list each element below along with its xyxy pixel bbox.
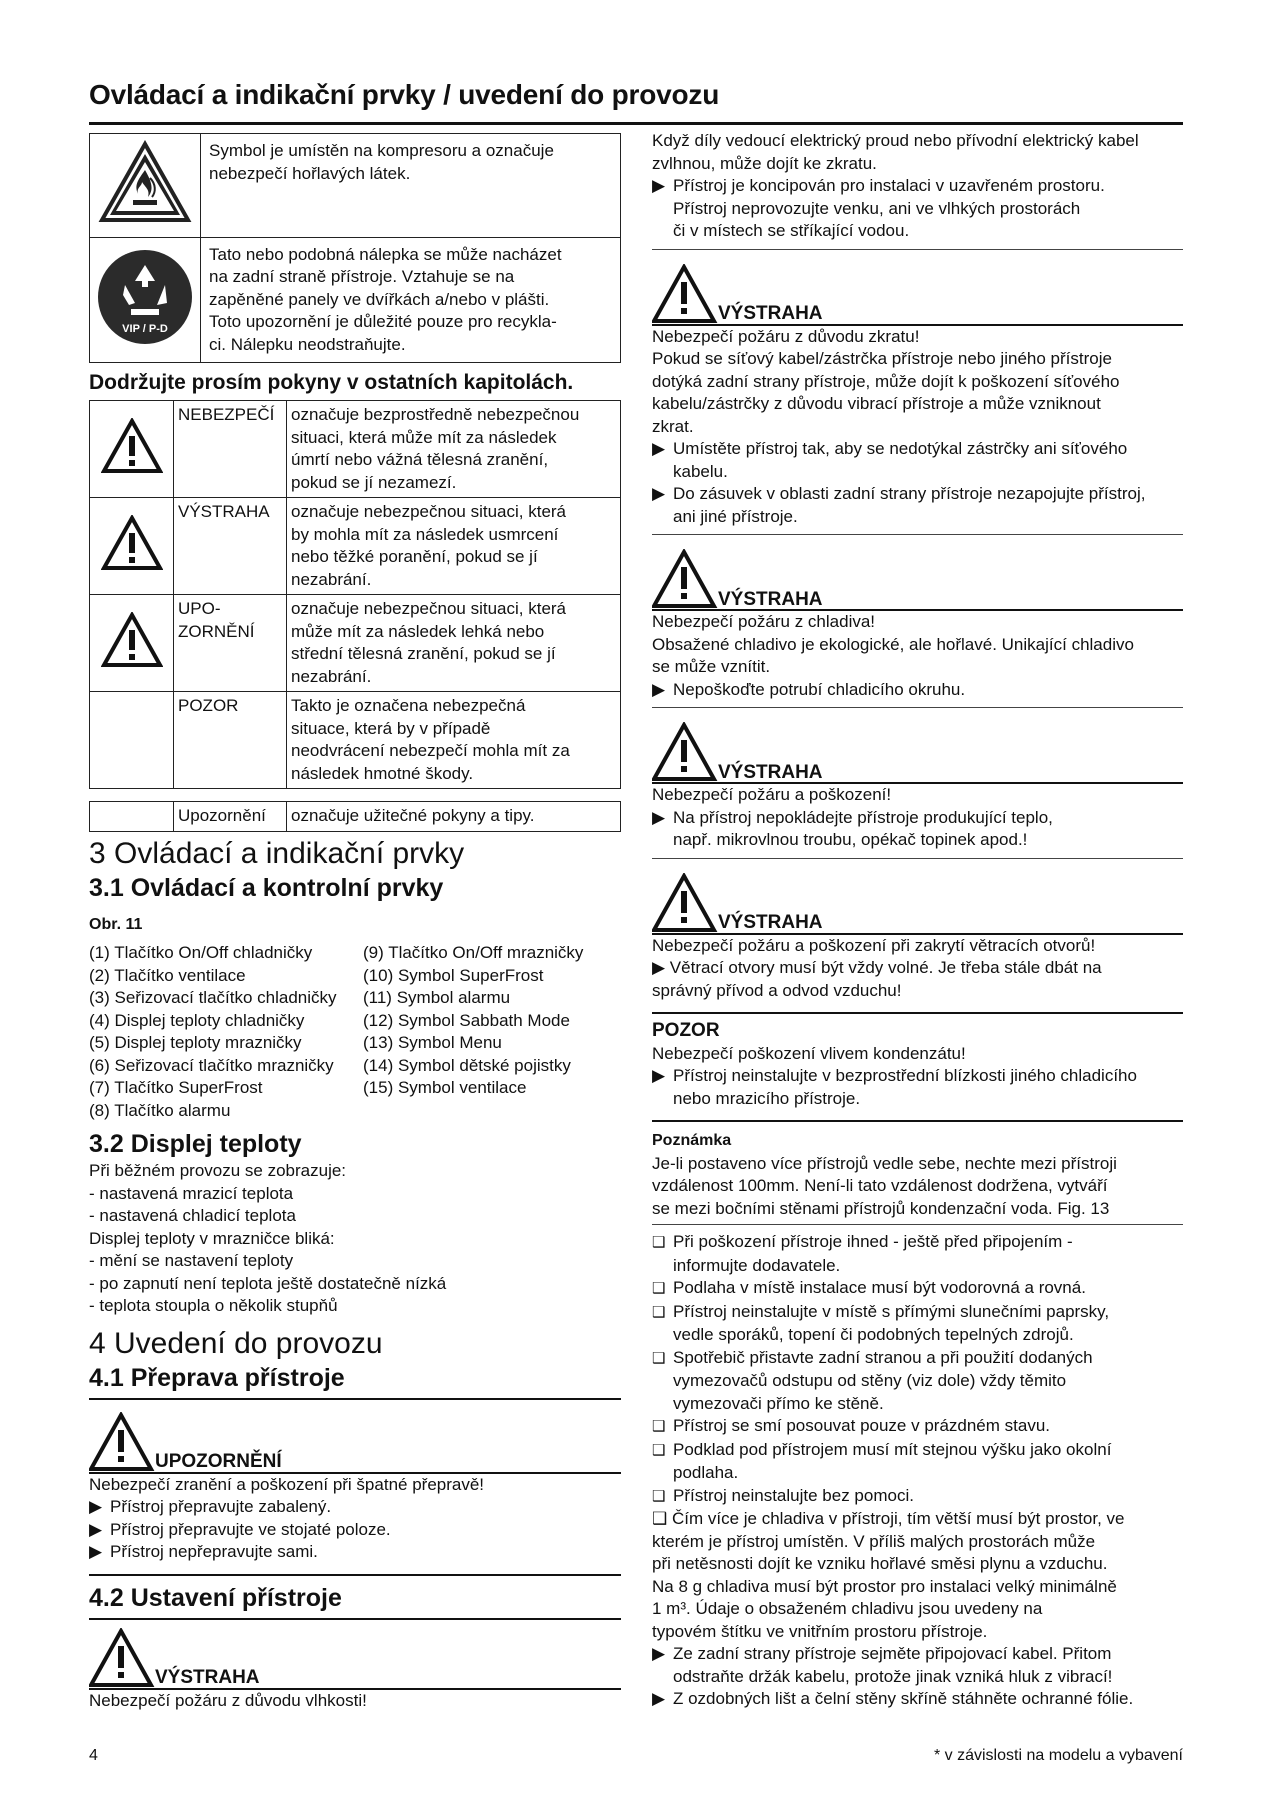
text-line: může mít za následek lehká nebo (291, 621, 545, 641)
signal-label (174, 595, 287, 692)
warning-title: VÝSTRAHA (718, 588, 823, 610)
text-line: Při běžném provozu se zobrazuje: (89, 1161, 347, 1180)
checklist-item (652, 1347, 1183, 1371)
checklist-item (652, 1277, 1183, 1301)
warning-head (652, 873, 1183, 933)
footnote: * v závislosti na modelu a vybavení (933, 1747, 1183, 1764)
text-line: se může vznítit. (652, 657, 771, 676)
bullet-text: Přístroj přepravujte zabalený. (110, 1497, 332, 1516)
warning-triangle-icon (89, 1412, 157, 1472)
bullet-text: Přístroj neinstalujte v bezprostřední blízkosti jiného chladicího (673, 1066, 1137, 1085)
text-line: následek hmotné škody. (291, 763, 474, 783)
chapters-heading: Dodržujte prosím pokyny v ostatních kapitolách. (89, 371, 574, 394)
warning-moisture (89, 1628, 621, 1713)
page-number: 4 (89, 1747, 98, 1764)
section-4-2-title: 4.2 Ustavení přístroje (89, 1574, 621, 1620)
signal-word-table (89, 400, 621, 789)
bullet-arrow-icon: ▶ (89, 1519, 103, 1539)
text-line: zkrat. (652, 416, 694, 436)
checklist-text: Přístroj neinstalujte v místě s přímými slunečními paprsky, (673, 1301, 1110, 1321)
text-line: nezabrání. (291, 569, 372, 589)
bullet-item (652, 1065, 1183, 1088)
text-line: Když díly vedoucí elektrický proud nebo přívodní elektrický kabel (652, 131, 1139, 150)
signal-label-text: POZOR (178, 696, 239, 715)
checklist-item (652, 1485, 1183, 1509)
signal-row (90, 595, 621, 692)
checklist-item (652, 1415, 1183, 1439)
bullet-text: Ze zadní strany přístroje sejměte připojovací kabel. Přitom (673, 1644, 1112, 1663)
display-info (89, 1160, 621, 1318)
legend-item: (13) Symbol Menu (363, 1033, 502, 1052)
legend-item: (14) Symbol dětské pojistky (363, 1055, 571, 1075)
text-line: Nebezpečí požáru z chladiva! (652, 612, 876, 631)
text-line: situaci, která může mít za následek (291, 427, 557, 447)
signal-label-text: ZORNĚNÍ (178, 621, 255, 641)
text-line: Nebezpečí požáru z důvodu vlhkosti! (89, 1690, 367, 1710)
text-line: nebo mrazicího přístroje. (673, 1088, 861, 1108)
text-line: dotýká zadní strany přístroje, může dojít k poškození síťového (652, 371, 1120, 391)
note-label: Upozornění (174, 802, 287, 832)
bullet-item (89, 1496, 621, 1519)
bullet-arrow-icon: ▶ (652, 176, 666, 195)
note-row (90, 802, 621, 832)
text-line: informujte dodavatele. (673, 1255, 841, 1275)
text-line: Na 8 g chladiva musí být prostor pro instalaci velký minimálně (652, 1576, 1117, 1596)
checklist-text: Přístroj neinstalujte bez pomoci. (673, 1485, 914, 1505)
pozor-title: POZOR (652, 1020, 720, 1041)
warning-triangle-icon (89, 1628, 157, 1688)
checklist-item (652, 1439, 1183, 1463)
text-line: Displej teploty v mrazničce bliká: (89, 1228, 335, 1248)
warning-title: VÝSTRAHA (155, 1667, 260, 1688)
text-line: Symbol je umístěn na kompresoru a označuje (209, 141, 554, 160)
legend-item: (8) Tlačítko alarmu (89, 1100, 231, 1120)
symbol-row-recycling (90, 237, 621, 363)
text-line: Toto upozornění je důležité pouze pro recykla- (209, 312, 557, 331)
checkbox-icon: ❑ (652, 1487, 666, 1505)
signal-label (174, 692, 287, 789)
warning-triangle-icon (652, 549, 720, 609)
warning-transport (89, 1412, 621, 1564)
bullet-arrow-icon: ▶ (652, 679, 666, 699)
text-line: pokud se jí nezamezí. (291, 472, 457, 492)
divider (652, 249, 1183, 250)
warning-short-circuit (652, 264, 1183, 529)
bullet-text: Nepoškoďte potrubí chladicího okruhu. (673, 679, 966, 699)
divider (652, 707, 1183, 708)
checklist-text: Při poškození přístroje ihned - ještě před připojením - (673, 1232, 1073, 1251)
text-line: např. mikrovlnou troubu, opékač topinek apod.! (673, 830, 1028, 849)
text-line: ❑ Čím více je chladiva v přístroji, tím větší musí být prostor, ve (652, 1509, 1125, 1528)
checkbox-icon: ❑ (652, 1303, 666, 1321)
text-line: - mění se nastavení teploty (89, 1251, 294, 1270)
bullet-item (652, 679, 1183, 702)
note-desc: označuje užitečné pokyny a tipy. (287, 802, 621, 832)
text-line: - teplota stoupla o několik stupňů (89, 1296, 338, 1315)
recycling-label-icon (95, 247, 195, 347)
text-line: Nebezpečí zranění a poškození při špatné přepravě! (89, 1474, 485, 1494)
bullet-item (652, 438, 1183, 461)
text-line: Takto je označena nebezpečná (291, 696, 526, 715)
text-line: Nebezpečí požáru z důvodu zkratu! (652, 326, 920, 346)
checkbox-icon: ❑ (652, 1280, 666, 1297)
section-4-1-title: 4.1 Přeprava přístroje (89, 1362, 621, 1400)
text-line: kabelu/zástrčky z důvodu vibrací přístroje a může vzniknout (652, 394, 1101, 413)
title-rule (89, 122, 1183, 125)
text-line: podlaha. (673, 1463, 739, 1482)
text-line: typovém štítku ve vnitřním prostoru přístroje. (652, 1621, 988, 1641)
left-column (89, 133, 621, 1712)
signal-row (90, 401, 621, 498)
bullet-text: Umístěte přístroj tak, aby se nedotýkal zástrčky ani síťového (673, 439, 1128, 458)
text-line: se mezi bočními stěnami přístrojů kondenzační voda. Fig. 13 (652, 1198, 1110, 1218)
bullet-text: Přístroj nepřepravujte sami. (110, 1542, 318, 1561)
checkbox-icon: ❑ (652, 1418, 666, 1435)
signal-desc (287, 595, 621, 692)
text-line: na zadní straně přístroje. Vztahuje se na (209, 267, 515, 286)
signal-label (174, 498, 287, 595)
warning-triangle-icon (90, 401, 174, 498)
text-line: Obsažené chladivo je ekologické, ale hořlavé. Unikající chladivo (652, 634, 1134, 654)
checklist-text: Podlaha v místě instalace musí být vodorovná a rovná. (673, 1278, 1086, 1297)
legend-item: (6) Seřizovací tlačítko mrazničky (89, 1055, 334, 1075)
text-line: situace, která by v případě (291, 718, 491, 738)
warning-head (652, 722, 1183, 782)
checkbox-icon: ❑ (652, 1349, 666, 1367)
text-line: označuje nebezpečnou situaci, která (291, 599, 567, 618)
bullet-text: Z ozdobných lišt a čelní stěny skříně stáhněte ochranné fólie. (673, 1689, 1134, 1708)
legend-item (363, 1100, 621, 1123)
legend-item: (9) Tlačítko On/Off mrazničky (363, 943, 584, 962)
checklist-item (652, 1301, 1183, 1325)
text-line: ci. Nálepku neodstraňujte. (209, 334, 406, 354)
warning-coolant (652, 549, 1183, 701)
text-line: při netěsnosti dojít ke vzniku hořlavé směsi plynu a vzduchu. (652, 1554, 1108, 1573)
bullet-arrow-icon: ▶ (652, 1644, 666, 1663)
warning-head (89, 1412, 621, 1472)
symbol-table (89, 133, 621, 363)
bullet-arrow-icon: ▶ (652, 807, 666, 827)
symbol-cell (90, 134, 201, 238)
signal-label-text: UPO- (178, 599, 221, 618)
note-title: Poznámka (652, 1132, 732, 1149)
figure-label: Obr. 11 (89, 915, 143, 933)
symbol-row-flammable (90, 134, 621, 238)
right-column (652, 130, 1183, 1711)
flammable-warning-icon (98, 140, 192, 224)
warning-triangle-icon (90, 595, 174, 692)
text-line: nebezpečí hořlavých látek. (209, 163, 411, 183)
warning-title: VÝSTRAHA (718, 761, 823, 783)
signal-row (90, 498, 621, 595)
bullet-arrow-icon: ▶ (89, 1497, 103, 1516)
text-line: Pokud se síťový kabel/zástrčka přístroje nebo jiného přístroje (652, 349, 1112, 368)
signal-label-text: VÝSTRAHA (178, 502, 270, 521)
text-line: 1 m³. Údaje o obsaženém chladivu jsou uvedeny na (652, 1599, 1043, 1618)
symbol-desc (201, 134, 621, 238)
bullet-item (652, 807, 1183, 830)
bullet-item (652, 483, 1183, 506)
signal-desc (287, 498, 621, 595)
bullet-arrow-icon: ▶ (89, 1542, 103, 1561)
bullet-text: Do zásuvek v oblasti zadní strany přístroje nezapojujte přístroj, (673, 484, 1146, 503)
warning-triangle-icon (652, 264, 720, 324)
warning-triangle-icon (90, 498, 174, 595)
text-line: - nastavená mrazicí teplota (89, 1183, 294, 1203)
signal-label-text: NEBEZPEČÍ (178, 405, 275, 424)
warning-head (89, 1628, 621, 1688)
text-line: by mohla mít za následek usmrcení (291, 524, 559, 544)
signal-label (174, 401, 287, 498)
checklist-item (652, 1231, 1183, 1255)
divider (652, 1120, 1183, 1122)
text-line: správný přívod a odvod vzduchu! (652, 980, 902, 1000)
text-line: úmrtí nebo vážná tělesná zranění, (291, 450, 549, 469)
section-4-title: 4 Uvedení do provozu (89, 1326, 383, 1360)
symbol-cell (90, 237, 201, 363)
checkbox-icon: ❑ (652, 1234, 666, 1251)
symbol-desc (201, 237, 621, 363)
text-line: kabelu. (673, 461, 728, 481)
legend-item: (2) Tlačítko ventilace (89, 965, 246, 985)
text-line: nebo těžké poranění, pokud se jí (291, 547, 538, 566)
bullet-item (652, 1688, 1183, 1711)
bullet-text: Přístroj je koncipován pro instalaci v uzavřeném prostoru. (673, 176, 1105, 195)
legend-item: (7) Tlačítko SuperFrost (89, 1078, 263, 1097)
text-line: nezabrání. (291, 666, 372, 686)
signal-desc (287, 692, 621, 789)
divider (652, 534, 1183, 535)
section-3-2-title: 3.2 Displej teploty (89, 1130, 302, 1158)
note-table (89, 801, 621, 832)
text-line: vymezovačů odstupu od stěny (viz dole) vždy těmito (673, 1371, 1067, 1390)
page-title: Ovládací a indikační prvky / uvedení do provozu (89, 79, 720, 110)
warning-title: UPOZORNĚNÍ (155, 1451, 282, 1472)
text-line: ani jiné přístroje. (673, 506, 798, 526)
text-line: vymezovači přímo ke stěně. (673, 1393, 884, 1413)
legend-item: (12) Symbol Sabbath Mode (363, 1010, 570, 1030)
legend-item: (5) Displej teploty mrazničky (89, 1033, 302, 1052)
checklist-text: Podklad pod přístrojem musí mít stejnou výšku jako okolní (673, 1439, 1112, 1459)
warning-head (652, 549, 1183, 609)
text-line: neodvrácení nebezpečí mohla mít za (291, 741, 570, 760)
text-line: či v místech se stříkající vodou. (673, 221, 910, 240)
text-line: střední tělesná zranění, pokud se jí (291, 644, 556, 663)
legend-item: (1) Tlačítko On/Off chladničky (89, 943, 313, 962)
divider (652, 858, 1183, 859)
warning-title: VÝSTRAHA (718, 912, 823, 933)
warning-heat-damage (652, 722, 1183, 852)
empty-icon-cell (90, 802, 174, 832)
figure-legend (89, 942, 621, 1122)
section-3-title: 3 Ovládací a indikační prvky (89, 836, 465, 870)
section-3-1-title: 3.1 Ovládací a kontrolní prvky (89, 873, 444, 902)
empty-icon-cell (90, 692, 174, 789)
bullet-item (89, 1541, 621, 1564)
bullet-item (652, 1643, 1183, 1666)
text-line: zvlhnou, může dojít ke zkratu. (652, 153, 877, 173)
legend-item: (10) Symbol SuperFrost (363, 965, 544, 985)
text-line: ▶ Větrací otvory musí být vždy volné. Je třeba stále dbát na (652, 958, 1102, 977)
text-line: označuje nebezpečnou situaci, která (291, 502, 567, 521)
warning-triangle-icon (652, 873, 720, 933)
divider (652, 1224, 1183, 1225)
text-line: - po zapnutí není teplota ještě dostatečně nízká (89, 1273, 447, 1293)
text-line: Nebezpečí požáru a poškození při zakrytí větracích otvorů! (652, 935, 1096, 955)
warning-vents (652, 873, 1183, 1003)
divider (652, 1012, 1183, 1014)
bullet-item (89, 1519, 621, 1542)
checkbox-icon: ❑ (652, 1441, 666, 1459)
text-line: kterém je přístroj umístěn. V příliš malých prostorách může (652, 1531, 1096, 1551)
warning-title: VÝSTRAHA (718, 303, 823, 324)
signal-row (90, 692, 621, 789)
text-line: Nebezpečí poškození vlivem kondenzátu! (652, 1043, 966, 1063)
text-line: zapěněné panely ve dvířkách a/nebo v plášti. (209, 289, 550, 309)
vip-badge-text: VIP / P-D (122, 322, 168, 335)
bullet-text: Přístroj přepravujte ve stojaté poloze. (110, 1519, 391, 1539)
legend-item: (15) Symbol ventilace (363, 1078, 527, 1097)
legend-item: (11) Symbol alarmu (363, 988, 511, 1007)
text-line: Přístroj neprovozujte venku, ani ve vlhkých prostorách (673, 198, 1081, 218)
bullet-arrow-icon: ▶ (652, 1689, 666, 1708)
text-line: Tato nebo podobná nálepka se může nacházet (209, 244, 562, 264)
checklist-text: Spotřebič přistavte zadní stranou a při použití dodaných (673, 1347, 1093, 1367)
signal-desc (287, 401, 621, 498)
text-line: vzdálenost 100mm. Není-li tato vzdálenost dodržena, vytváří (652, 1176, 1108, 1195)
text-line: Je-li postaveno více přístrojů vedle sebe, nechte mezi přístroji (652, 1153, 1117, 1173)
bullet-arrow-icon: ▶ (652, 484, 666, 503)
bullet-text: Na přístroj nepokládejte přístroje produkující teplo, (673, 807, 1053, 827)
warning-triangle-icon (652, 722, 720, 782)
text-line: - nastavená chladicí teplota (89, 1206, 296, 1225)
text-line: odstraňte držák kabelu, protože jinak vzniká hluk z vibrací! (673, 1666, 1113, 1686)
warning-head (652, 264, 1183, 324)
legend-item: (4) Displej teploty chladničky (89, 1010, 305, 1030)
legend-item: (3) Seřizovací tlačítko chladničky (89, 988, 337, 1007)
bullet-item (652, 175, 1183, 198)
text-line: Nebezpečí požáru a poškození! (652, 785, 892, 804)
bullet-arrow-icon: ▶ (652, 1066, 666, 1085)
bullet-arrow-icon: ▶ (652, 439, 666, 458)
checklist-text: Přístroj se smí posouvat pouze v prázdném stavu. (673, 1416, 1051, 1435)
text-line: vedle sporáků, topení či podobných tepelných zdrojů. (673, 1325, 1074, 1344)
text-line: označuje bezprostředně nebezpečnou (291, 405, 580, 424)
